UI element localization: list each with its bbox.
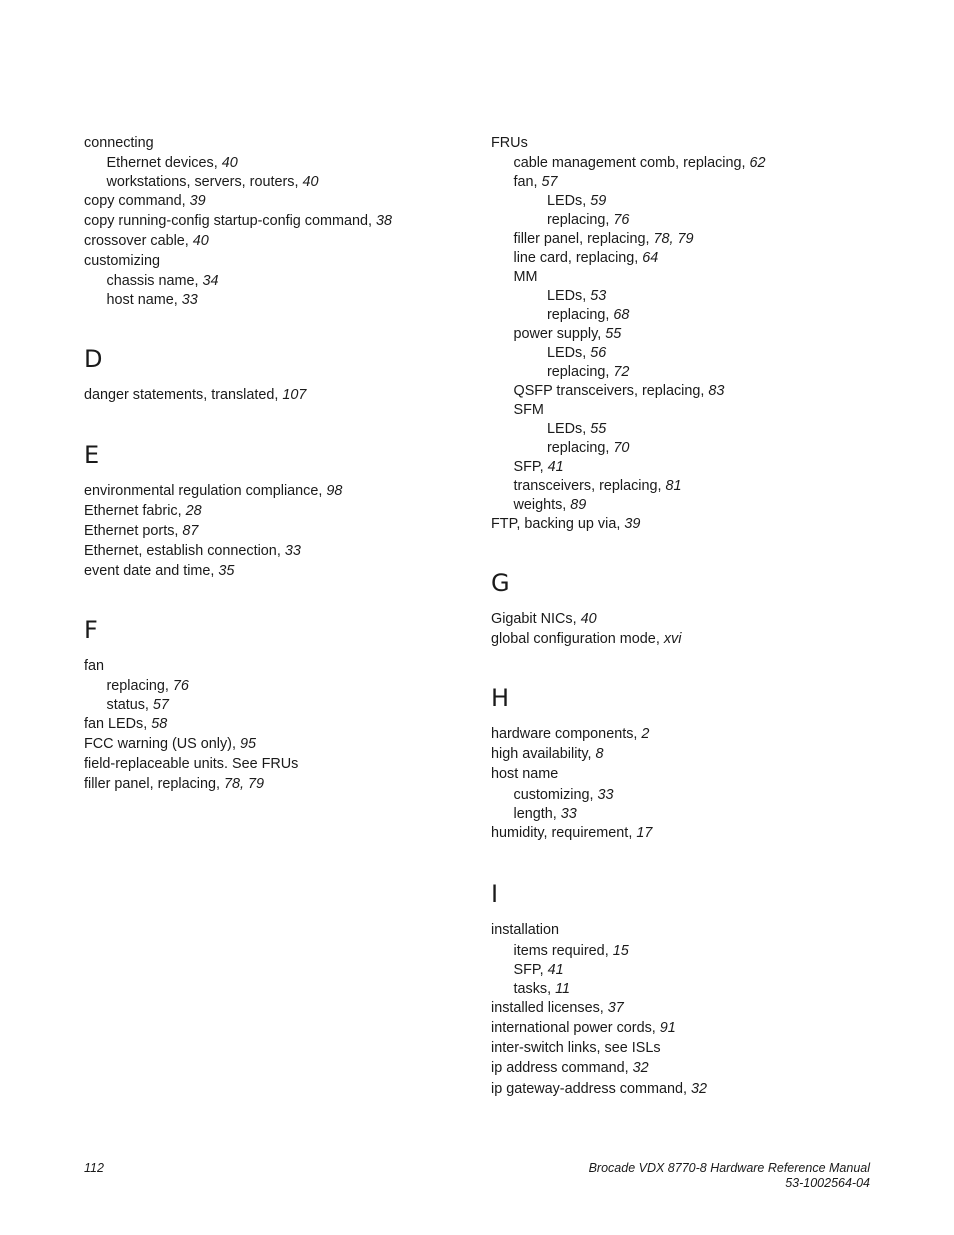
index-term: replacing — [547, 307, 606, 323]
index-term: customizing — [513, 787, 590, 803]
index-term: Ethernet, establish connection — [84, 543, 277, 559]
index-section-heading: G — [491, 569, 510, 597]
index-term: inter-switch links, see ISLs — [491, 1040, 661, 1056]
index-entry — [84, 134, 464, 153]
index-entry — [491, 765, 911, 784]
page-reference[interactable]: 37 — [607, 1000, 624, 1016]
index-term: LEDs — [547, 345, 583, 361]
index-entry: installed licenses, 37 — [491, 1000, 624, 1016]
page-reference[interactable]: 2 — [641, 726, 650, 742]
index-term: humidity, requirement — [491, 825, 629, 841]
page-reference[interactable]: 76 — [613, 212, 630, 228]
index-term: replacing — [547, 364, 606, 380]
index-entry: customizing, 33 — [513, 787, 614, 803]
page-reference[interactable]: 40 — [302, 174, 319, 190]
index-term: host name — [491, 766, 559, 782]
page-reference[interactable]: xvi — [663, 631, 682, 647]
index-entry: Ethernet, establish connection, 33 — [84, 543, 301, 559]
page-reference[interactable]: 33 — [560, 806, 577, 822]
page-reference[interactable]: 55 — [590, 421, 607, 437]
index-term: event date and time — [84, 563, 211, 579]
index-term: length — [513, 806, 553, 822]
index-term: fan LEDs — [84, 716, 144, 732]
page-reference[interactable]: 107 — [282, 387, 307, 403]
index-term: weights — [513, 497, 563, 513]
index-entry: high availability, 8 — [491, 746, 604, 762]
index-entry: replacing, 76 — [547, 212, 630, 228]
page-reference[interactable]: 62 — [749, 155, 766, 171]
page-reference[interactable]: 32 — [632, 1060, 649, 1076]
index-entry: environmental regulation compliance, 98 — [84, 483, 343, 499]
page-reference[interactable]: 38 — [375, 213, 392, 229]
index-term: copy command — [84, 193, 182, 209]
index-entry: line card, replacing, 64 — [513, 250, 659, 266]
index-entry — [491, 134, 911, 153]
index-column-right — [491, 134, 911, 1099]
index-term: FTP, backing up via — [491, 516, 617, 532]
page-reference[interactable]: 98 — [326, 483, 343, 499]
index-term: Gigabit NICs — [491, 611, 573, 627]
page-reference[interactable]: 11 — [555, 981, 571, 997]
index-entry: Ethernet fabric, 28 — [84, 503, 202, 519]
index-entry: power supply, 55 — [513, 326, 622, 342]
page-reference[interactable]: 58 — [151, 716, 168, 732]
index-term: crossover cable — [84, 233, 185, 249]
index-term: global configuration mode — [491, 631, 656, 647]
index-entry: replacing, 76 — [106, 678, 189, 694]
index-entry: cable management comb, replacing, 62 — [513, 155, 766, 171]
page-reference[interactable]: 78, 79 — [224, 776, 265, 792]
index-term: MM — [513, 269, 538, 285]
index-term: environmental regulation compliance — [84, 483, 319, 499]
index-entry: fan, 57 — [513, 174, 558, 190]
index-term: ip address command — [491, 1060, 625, 1076]
index-section-heading: I — [491, 880, 499, 908]
index-entry: chassis name, 34 — [106, 273, 219, 289]
index-term: SFP — [513, 459, 540, 475]
index-entry: replacing, 72 — [547, 364, 630, 380]
page-reference[interactable]: 89 — [570, 497, 587, 513]
index-term: fan — [513, 174, 534, 190]
index-entry: length, 33 — [513, 806, 577, 822]
index-entry: SFP, 41 — [513, 962, 564, 978]
index-entry — [491, 921, 911, 940]
page-reference[interactable]: 40 — [580, 611, 597, 627]
index-entry — [491, 1039, 911, 1058]
index-term: chassis name — [106, 273, 195, 289]
index-entry: LEDs, 59 — [547, 193, 607, 209]
index-term: QSFP transceivers, replacing — [513, 383, 701, 399]
index-column-left — [84, 134, 464, 794]
page-reference[interactable]: 41 — [547, 459, 564, 475]
page-reference[interactable]: 39 — [624, 516, 641, 532]
index-term: ip gateway-address command — [491, 1081, 683, 1097]
index-term: copy running-config startup-config command — [84, 213, 368, 229]
document-number: 53-1002564-04 — [785, 1176, 870, 1190]
manual-title: Brocade VDX 8770-8 Hardware Reference Manual — [588, 1161, 870, 1175]
page-number: 112 — [84, 1161, 104, 1175]
index-term: workstations, servers, routers — [106, 174, 295, 190]
page-reference[interactable]: 33 — [597, 787, 614, 803]
page-reference[interactable]: 34 — [202, 273, 219, 289]
page-reference[interactable]: 91 — [659, 1020, 676, 1036]
index-entry: hardware components, 2 — [491, 726, 650, 742]
index-entry: Ethernet ports, 87 — [84, 523, 199, 539]
index-entry: tasks, 11 — [513, 981, 571, 997]
page-reference[interactable]: 56 — [590, 345, 607, 361]
index-entry: humidity, requirement, 17 — [491, 825, 653, 841]
index-term: connecting — [84, 135, 154, 151]
index-entry: replacing, 68 — [547, 307, 630, 323]
index-term: hardware components — [491, 726, 634, 742]
page-reference[interactable]: 76 — [172, 678, 189, 694]
index-entry: crossover cable, 40 — [84, 233, 209, 249]
page-reference[interactable]: 87 — [182, 523, 199, 539]
index-term: replacing — [547, 212, 606, 228]
page-reference[interactable]: 33 — [181, 292, 198, 308]
index-entry — [84, 252, 464, 271]
index-term: SFP — [513, 962, 540, 978]
index-term: fan — [84, 658, 105, 674]
index-term: customizing — [84, 253, 160, 269]
index-term: replacing — [106, 678, 165, 694]
page-reference[interactable]: 53 — [590, 288, 607, 304]
index-entry: copy command, 39 — [84, 193, 206, 209]
page-reference[interactable]: 95 — [239, 736, 256, 752]
index-entry: LEDs, 56 — [547, 345, 607, 361]
page-reference[interactable]: 83 — [708, 383, 725, 399]
page-reference[interactable]: 64 — [642, 250, 659, 266]
page-reference[interactable]: 40 — [192, 233, 209, 249]
index-term: installation — [491, 922, 559, 938]
page-reference[interactable]: 70 — [613, 440, 630, 456]
index-entry: event date and time, 35 — [84, 563, 235, 579]
page-reference[interactable]: 81 — [665, 478, 682, 494]
index-entry: ip address command, 32 — [491, 1060, 649, 1076]
index-term: cable management comb, replacing — [513, 155, 742, 171]
index-term: status — [106, 697, 145, 713]
index-term: FCC warning (US only) — [84, 736, 232, 752]
index-entry: LEDs, 55 — [547, 421, 607, 437]
index-entry: workstations, servers, routers, 40 — [106, 174, 319, 190]
page-reference[interactable]: 59 — [590, 193, 607, 209]
index-entry: status, 57 — [106, 697, 169, 713]
index-entry: QSFP transceivers, replacing, 83 — [513, 383, 725, 399]
index-entry: Gigabit NICs, 40 — [491, 611, 597, 627]
index-term: host name — [106, 292, 174, 308]
index-term: FRUs — [491, 135, 528, 151]
index-entry: items required, 15 — [513, 943, 629, 959]
page-reference[interactable]: 40 — [221, 155, 238, 171]
index-entry: fan LEDs, 58 — [84, 716, 168, 732]
page-reference[interactable]: 57 — [541, 174, 558, 190]
index-entry: FTP, backing up via, 39 — [491, 516, 641, 532]
index-entry — [491, 268, 911, 287]
index-term: field-replaceable units. See FRUs — [84, 756, 299, 772]
index-term: filler panel, replacing — [513, 231, 646, 247]
page-reference[interactable]: 57 — [152, 697, 169, 713]
page-reference[interactable]: 17 — [636, 825, 653, 841]
index-term: international power cords — [491, 1020, 652, 1036]
index-section-heading: D — [84, 345, 103, 373]
index-entry: global configuration mode, xvi — [491, 631, 682, 647]
index-entry: FCC warning (US only), 95 — [84, 736, 256, 752]
page-reference[interactable]: 39 — [189, 193, 206, 209]
index-term: Ethernet fabric — [84, 503, 178, 519]
index-term: filler panel, replacing — [84, 776, 216, 792]
index-term: Ethernet ports — [84, 523, 175, 539]
index-term: danger statements, translated — [84, 387, 275, 403]
index-entry: LEDs, 53 — [547, 288, 607, 304]
index-entry: danger statements, translated, 107 — [84, 387, 307, 403]
page-reference[interactable]: 68 — [613, 307, 630, 323]
index-entry: copy running-config startup-config command, 38 — [84, 213, 392, 229]
page-reference[interactable]: 55 — [605, 326, 622, 342]
index-term: items required — [513, 943, 605, 959]
page-reference[interactable]: 15 — [612, 943, 629, 959]
page-reference[interactable]: 8 — [595, 746, 604, 762]
index-term: Ethernet devices — [106, 155, 214, 171]
index-entry — [491, 401, 911, 420]
index-term: transceivers, replacing — [513, 478, 658, 494]
footer-manual-info — [589, 1161, 870, 1191]
index-entry: weights, 89 — [513, 497, 587, 513]
page-reference[interactable]: 32 — [690, 1081, 707, 1097]
index-entry: filler panel, replacing, 78, 79 — [84, 776, 265, 792]
index-entry: host name, 33 — [106, 292, 198, 308]
index-term: LEDs — [547, 288, 583, 304]
index-term: power supply — [513, 326, 598, 342]
index-section-heading: F — [84, 616, 98, 644]
index-entry: transceivers, replacing, 81 — [513, 478, 682, 494]
index-entry: ip gateway-address command, 32 — [491, 1081, 707, 1097]
index-term: tasks — [513, 981, 548, 997]
index-term: installed licenses — [491, 1000, 600, 1016]
index-term: line card, replacing — [513, 250, 635, 266]
page-reference[interactable]: 41 — [547, 962, 564, 978]
page-reference[interactable]: 72 — [613, 364, 630, 380]
index-term: replacing — [547, 440, 606, 456]
page-reference[interactable]: 33 — [284, 543, 301, 559]
index-entry: Ethernet devices, 40 — [106, 155, 238, 171]
index-entry — [84, 657, 464, 676]
index-entry — [84, 755, 464, 774]
index-section-heading: E — [84, 441, 100, 469]
index-entry: SFP, 41 — [513, 459, 564, 475]
index-entry: international power cords, 91 — [491, 1020, 676, 1036]
page-reference[interactable]: 35 — [218, 563, 235, 579]
index-entry: replacing, 70 — [547, 440, 630, 456]
index-term: LEDs — [547, 193, 583, 209]
index-entry: filler panel, replacing, 78, 79 — [513, 231, 694, 247]
index-section-heading: H — [491, 684, 510, 712]
index-term: SFM — [513, 402, 544, 418]
page-reference[interactable]: 28 — [185, 503, 202, 519]
index-term: high availability — [491, 746, 588, 762]
index-term: LEDs — [547, 421, 583, 437]
page-reference[interactable]: 78, 79 — [653, 231, 694, 247]
